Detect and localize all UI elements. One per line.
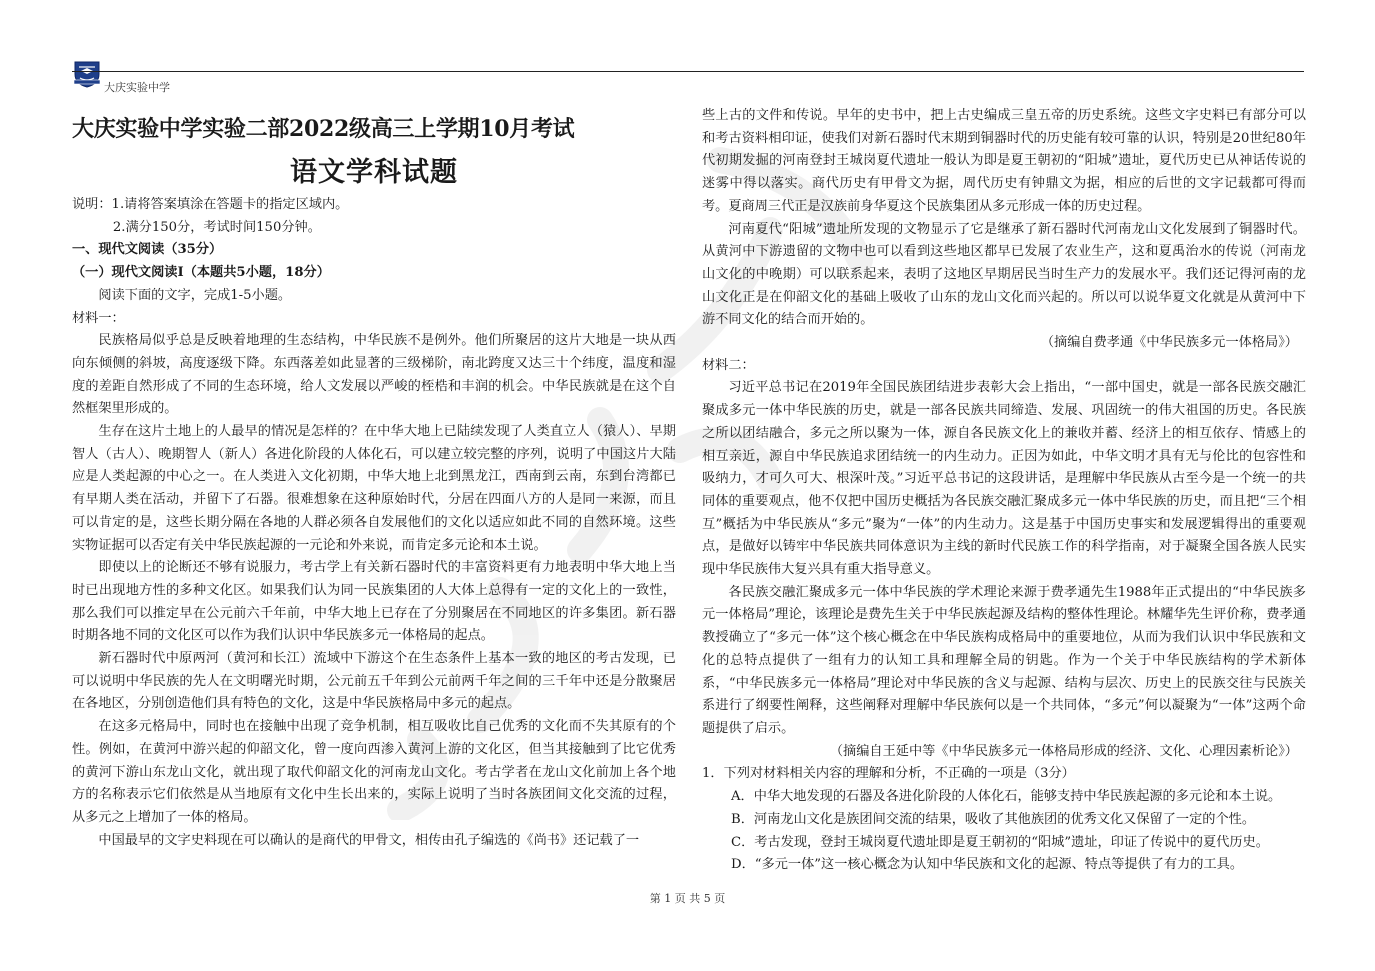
material1-paragraph: 河南夏代“阳城”遗址所发现的文物显示了它是继承了新石器时代河南龙山文化发展到了铜器时代。从黄河中下游遗留的文物中也可以看到这些地区都早已发展了农业生产，这和夏禹治水的传说（河南龙山文化的中晚期）可以联系起来，表明了这地区早期居民当时生产力的发展水平。我们还记得河南的龙山文化正是在仰韶文化的基础上吸收了山东的龙山文化而兴起的。所以可以说华夏文化就是从黄河中下游不同文化的结合而开始的。: [702, 221, 1306, 328]
instruction-line-1: 说明：1.请将答案填涂在答题卡的指定区域内。: [72, 197, 349, 212]
school-name: 大庆实验中学: [104, 81, 170, 94]
material1-paragraph: 即使以上的论断还不够有说服力，考古学上有关新石器时代的丰富资料更有力地表明中华大地上当时已出现地方性的多种文化区。如果我们认为同一民族集团的人大体上总得有一定的文化上的一致性，那么我们可以推定早在公元前六千年前，中华大地上已存在了分别聚居在不同地区的许多集团。新石器时期各地不同的文化区可以作为我们认识中华民族多元一体格局的起点。: [72, 560, 676, 644]
school-logo-icon: [72, 58, 102, 88]
question-1-option-d: D．“多元一体”这一核心概念为认知中华民族和文化的起源、特点等提供了有力的工具。: [731, 857, 1244, 873]
question-1-option-b: B．河南龙山文化是族团间交流的结果，吸收了其他族团的优秀文化又保留了一定的个性。: [731, 811, 1256, 827]
exam-title: 大庆实验中学实验二部2022级高三上学期10月考试: [72, 116, 575, 142]
material1-paragraph: 在这多元格局中，同时也在接触中出现了竞争机制，相互吸收比自己优秀的文化而不失其原有的个性。例如，在黄河中游兴起的仰韶文化，曾一度向西渗入黄河上游的文化区，但当其接触到了比它优秀的黄河下游山东龙山文化，就出现了取代仰韶文化的河南龙山文化。考古学者在龙山文化前加上各个地方的名称表示它们依然是从当地原有文化中生长出来的，实际上说明了当时各族团间文化交流的过程，从多元之上增加了一体的格局。: [72, 719, 676, 825]
material1-label: 材料一：: [72, 310, 125, 326]
material2-paragraph: 各民族交融汇聚成多元一体中华民族的学术理论来源于费孝通先生1988年正式提出的“中华民族多元一体格局”理论，该理论是费先生关于中华民族起源及结构的整体性理论。林耀华先生评价称，费孝通教授确立了“多元一体”这个核心概念在中华民族构成格局中的重要地位，从而为我们认识中华民族和文化的总特点提供了一组有力的认知工具和理解全局的钥匙。作为一个关于中华民族结构的学术新体系，“中华民族多元一体格局”理论对中华民族的含义与起源、结构与层次、历史上的民族交往与民族关系进行了纲要性阐释，这些阐释对理解中华民族何以是一个共同体，“多元”何以凝聚为“一体”这两个命题提供了启示。: [702, 584, 1306, 736]
material2-source: （摘编自王延中等《中华民族多元一体格局形成的经济、文化、心理因素析论》）: [829, 743, 1298, 759]
exam-subtitle: 语文学科试题: [290, 157, 458, 188]
material2-label: 材料二：: [702, 357, 755, 373]
material1-paragraph: 新石器时代中原两河（黄河和长江）流域中下游这个在生态条件上基本一致的地区的考古发现，已可以说明中华民族的先人在文明曙光时期，公元前五千年到公元前两千年之间的三千年中还是分散聚居在各地区，分别创造他们具有特色的文化，这是中华民族格局中多元的起点。: [72, 651, 676, 712]
question-1-option-a: A．中华大地发现的石器及各进化阶段的人体化石，能够支持中华民族起源的多元论和本土说。: [731, 789, 1282, 805]
question-1-option-c: C．考古发现，登封王城岗夏代遗址即是夏王朝初的“阳城”遗址，印证了传说中的夏代历史。: [731, 834, 1269, 850]
instruction-line-2: 2.满分150分，考试时间150分钟。: [112, 219, 321, 235]
page-footer: 第 1 页 共 5 页: [649, 892, 726, 905]
question-1-stem: 1．下列对材料相关内容的理解和分析，不正确的一项是（3分）: [702, 766, 1075, 782]
right-column: [702, 105, 1306, 877]
material2-paragraph: 习近平总书记在2019年全国民族团结进步表彰大会上指出，“一部中国史，就是一部各民族交融汇聚成多元一体中华民族的历史，就是一部各民族共同缔造、发展、巩固统一的伟大祖国的历史。各民族之所以团结融合，多元之所以聚为一体，源自各民族文化上的兼收并蓄、经济上的相互依存、情感上的相互亲近，源自中华民族追求团结统一的内生动力。正因为如此，中华文明才具有无与伦比的包容性和吸纳力，才可久可大、根深叶茂。”习近平总书记的这段讲话，是理解中华民族从古至今是一个统一的共同体的重要观点，他不仅把中国历史概括为各民族交融汇聚成多元一体中华民族的历史，而且把“三个相互”概括为中华民族从“多元”聚为“一体”的内生动力。这是基于中国历史事实和发展逻辑得出的重要观点，是做好以铸牢中华民族共同体意识为主线的新时代民族工作的科学指南，对于凝聚全国各族人民实现中华民族伟大复兴具有重大指导意义。: [702, 380, 1306, 578]
section-heading: 一、现代文阅读（35分）: [72, 242, 223, 258]
material1-paragraph-continued: 些上古的文件和传说。早年的史书中，把上古史编成三皇五帝的历史系统。这些文字史料已有部分可以和考古资料相印证，使我们对新石器时代末期到铜器时代的历史能有较可靠的认识，特别是20世纪80年代初期发掘的河南登封王城岗夏代遗址一般认为即是夏王朝初的“阳城”遗址，夏代历史已从神话传说的迷雾中得以落实。商代历史有甲骨文为据，周代历史有钟鼎文为据，相应的后世的文字记载都可得而考。夏商周三代正是汉族前身华夏这个民族集团从多元形成一体的历史过程。: [702, 108, 1306, 214]
material1-paragraph: 民族格局似乎总是反映着地理的生态结构，中华民族不是例外。他们所聚居的这片大地是一块从西向东倾侧的斜坡，高度逐级下降。东西落差如此显著的三级梯阶，南北跨度又达三十个纬度，温度和湿度的差距自然形成了不同的生态环境，给人文发展以严峻的桎梏和丰润的机会。中华民族就是在这个自然框架里形成的。: [72, 333, 676, 417]
left-column: [72, 194, 676, 852]
reading-directions: 阅读下面的文字，完成1-5小题。: [98, 287, 292, 303]
material1-paragraph: 生存在这片土地上的人最早的情况是怎样的？在中华大地上已陆续发现了人类直立人（猿人）、早期智人（古人）、晚期智人（新人）各进化阶段的人体化石，可以建立较完整的序列，说明了中国这片大陆应是人类起源的中心之一。在人类进入文化初期，中华大地上北到黑龙江，西南到云南，东到台湾都已有早期人类在活动，并留下了石器。很难想象在这种原始时代，分居在四面八方的人是同一来源，而且可以肯定的是，这些长期分隔在各地的人群必须各自发展他们的文化以适应如此不同的自然环境。这些实物证据可以否定有关中华民族起源的一元论和外来说，而肯定多元论和本土说。: [72, 424, 676, 553]
header-rule: [72, 71, 1304, 72]
material1-paragraph: 中国最早的文字史料现在可以确认的是商代的甲骨文，相传由孔子编选的《尚书》还记载了一: [98, 832, 640, 848]
material1-source: （摘编自费孝通《中华民族多元一体格局》）: [1040, 335, 1298, 351]
section-subheading: （一）现代文阅读Ⅰ（本题共5小题，18分）: [72, 265, 330, 281]
